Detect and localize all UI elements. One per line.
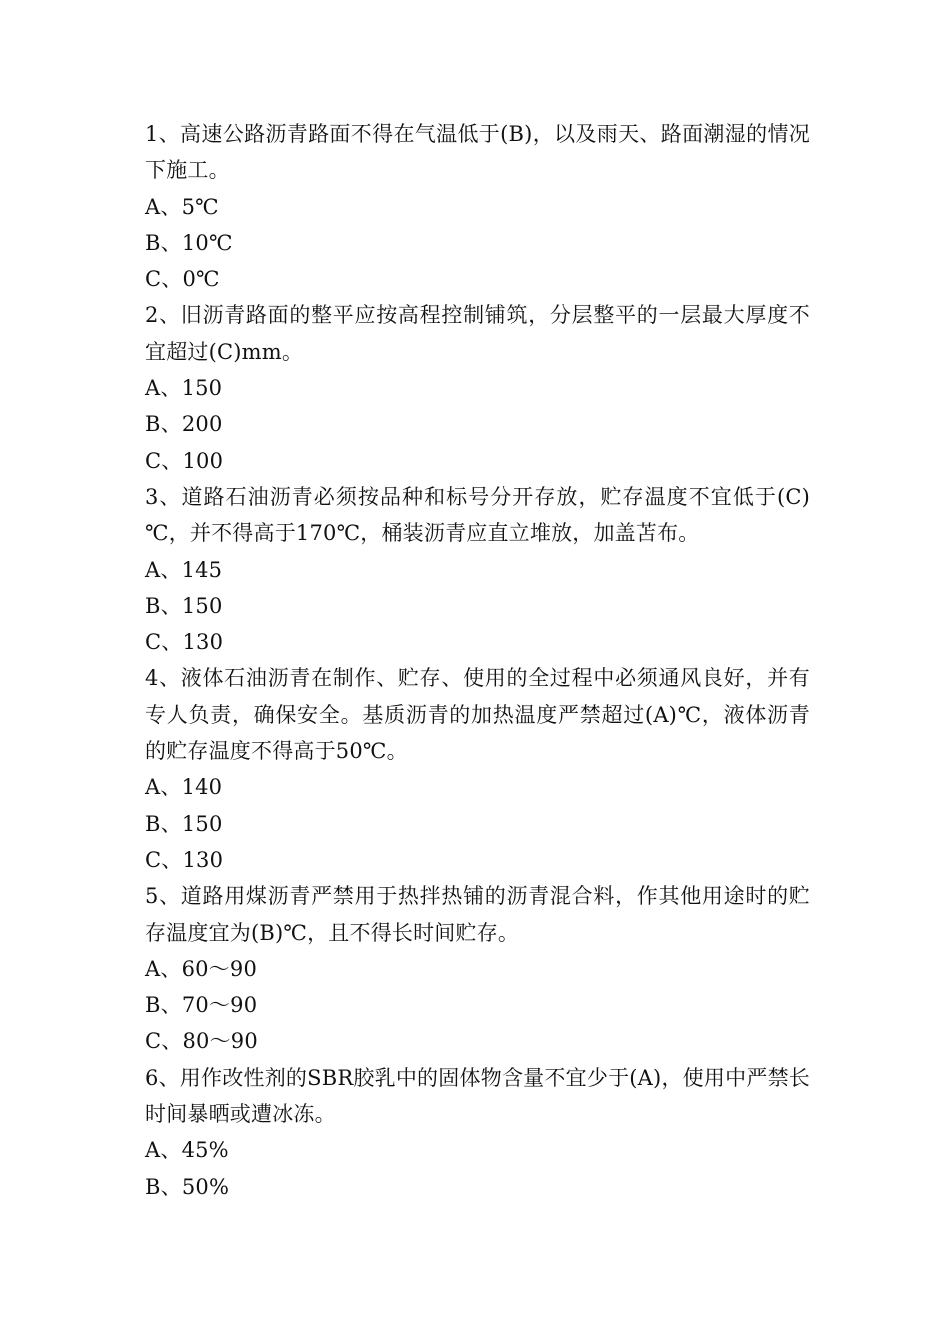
option-c: C、80～90 [145, 1029, 258, 1054]
question-text: 4、液体石油沥青在制作、贮存、使用的全过程中必须通风良好，并有专人负责，确保安全。基质沥青的加热温度严禁超过(A)℃，液体沥青的贮存温度不得高于50℃。 [145, 666, 810, 764]
option-b: B、50% [145, 1174, 230, 1199]
question-item-4 [145, 660, 810, 878]
option-b: B、70～90 [145, 993, 258, 1018]
question-item-3 [145, 479, 810, 660]
option-c: C、100 [145, 448, 224, 473]
question-list [145, 116, 810, 1205]
option-b: B、150 [145, 811, 223, 836]
question-text: 2、旧沥青路面的整平应按高程控制铺筑，分层整平的一层最大厚度不宜超过(C)mm。 [145, 303, 810, 364]
option-c: C、130 [145, 847, 224, 872]
option-b: B、10℃ [145, 230, 233, 255]
question-item-1 [145, 116, 810, 297]
question-item-6 [145, 1060, 810, 1205]
option-a: A、140 [145, 775, 223, 800]
option-a: A、60～90 [145, 956, 258, 981]
question-text: 3、道路石油沥青必须按品种和标号分开存放，贮存温度不宜低于(C)℃，并不得高于170℃，桶装沥青应直立堆放，加盖苫布。 [145, 484, 810, 546]
option-c: C、0℃ [145, 267, 220, 292]
question-text: 6、用作改性剂的SBR胶乳中的固体物含量不宜少于(A)，使用中严禁长时间暴晒或遭冰冻。 [145, 1065, 810, 1127]
option-a: A、45% [145, 1138, 229, 1163]
option-b: B、150 [145, 593, 223, 618]
question-text: 1、高速公路沥青路面不得在气温低于(B)，以及雨天、路面潮湿的情况下施工。 [145, 122, 810, 183]
option-b: B、200 [145, 412, 223, 437]
option-a: A、150 [145, 376, 223, 401]
option-a: A、5℃ [145, 194, 219, 219]
question-item-2 [145, 297, 810, 478]
question-item-5 [145, 878, 810, 1059]
question-text: 5、道路用煤沥青严禁用于热拌热铺的沥青混合料，作其他用途时的贮存温度宜为(B)℃，且不得长时间贮存。 [145, 884, 810, 945]
option-a: A、145 [145, 557, 223, 582]
option-c: C、130 [145, 630, 224, 655]
